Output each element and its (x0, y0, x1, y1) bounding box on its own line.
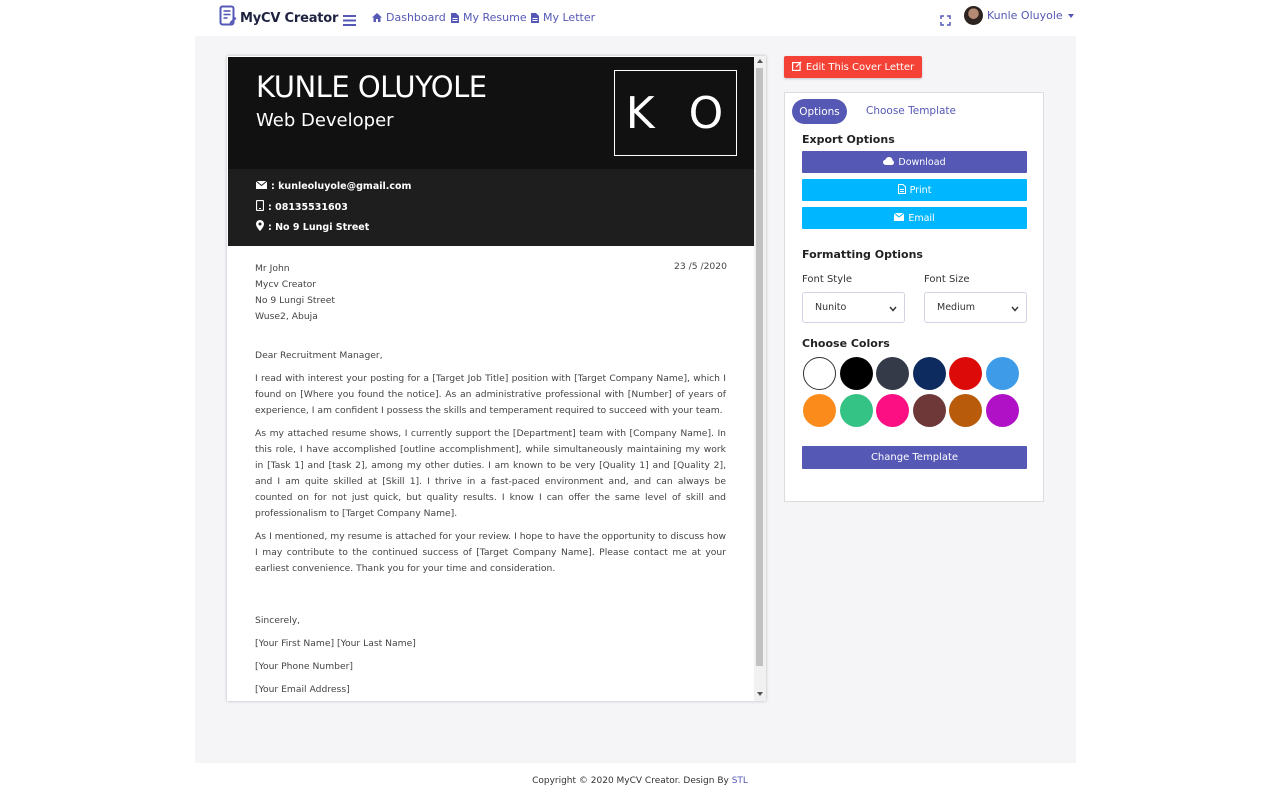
tab-options[interactable]: Options (792, 99, 847, 124)
color-swatch[interactable] (913, 357, 946, 390)
home-icon (372, 13, 382, 22)
brand[interactable] (219, 5, 338, 31)
envelope-icon (256, 181, 267, 192)
contact-address-text: : No 9 Lungi Street (268, 221, 370, 233)
recipient-line: Mr John (255, 263, 290, 274)
letter-contact (228, 169, 754, 246)
color-swatch[interactable] (986, 394, 1019, 427)
map-marker-icon (256, 220, 264, 234)
edit-cover-letter-button[interactable] (784, 56, 922, 78)
cover-letter-preview (227, 56, 766, 701)
initials: K O (625, 87, 734, 139)
closing: Sincerely, (255, 615, 301, 626)
nav-dashboard-label: Dashboard (386, 11, 446, 24)
color-swatch[interactable] (949, 394, 982, 427)
recipient-line: No 9 Lungi Street (255, 295, 336, 306)
print-button[interactable] (802, 179, 1027, 201)
nav-my-letter[interactable] (531, 11, 595, 24)
letter-paragraph: As my attached resume shows, I currently support the [Department] team with [Company Name]. In this role, I have accomplished [outline accomplishment], while simultaneously maintaining my work in [Task 1] and [task 2], among my other duties. I am known to be very [Quality 1] and [Quality 2], and I am quite skilled at [Skill 1]. I thrive in a fast-paced environment and, and can always be counted on for not just quick, but quality results. I know I can offer the same level of skill and professionalism to [Target Company Name]. (255, 428, 726, 519)
letter-date: 23 /5 /2020 (674, 261, 727, 272)
email-button[interactable] (802, 207, 1027, 229)
font-size-value: Medium (937, 302, 975, 313)
signature-line: [Your First Name] [Your Last Name] (255, 638, 416, 649)
letter-body (255, 261, 726, 698)
nav-my-resume-label: My Resume (463, 11, 527, 24)
color-swatch[interactable] (840, 394, 873, 427)
color-swatch[interactable] (876, 357, 909, 390)
footer-link[interactable]: STL (731, 776, 748, 786)
initials-box (614, 70, 737, 156)
color-swatch[interactable] (913, 394, 946, 427)
letter-header (228, 57, 754, 169)
choose-colors-title: Choose Colors (802, 337, 890, 350)
edit-cover-letter-label: Edit This Cover Letter (805, 61, 915, 73)
email-label: Email (908, 212, 935, 224)
file-icon (531, 13, 539, 23)
nav-my-letter-label: My Letter (543, 11, 596, 24)
download-label: Download (898, 156, 946, 168)
user-menu[interactable] (964, 6, 1074, 25)
contact-phone-text: : 08135531603 (268, 201, 348, 213)
letter-name: KUNLE OLUYOLE (256, 70, 487, 104)
color-swatch[interactable] (949, 357, 982, 390)
salutation: Dear Recruitment Manager, (255, 350, 383, 361)
file-icon (451, 13, 459, 23)
avatar (964, 6, 983, 25)
scroll-down-icon[interactable] (757, 692, 763, 696)
letter-paragraph: I read with interest your posting for a [Target Job Title] position with [Target Company Name], which I found on [Where you found the notice]. As an administrative professional with [Number] of years of experience, I am confident I possess the skills and temperament required to succeed with your team. (255, 373, 726, 416)
menu-icon[interactable] (343, 11, 356, 30)
font-style-label: Font Style (802, 274, 853, 285)
edit-icon (792, 61, 802, 74)
color-swatch[interactable] (840, 357, 873, 390)
signature-line: [Your Email Address] (255, 684, 350, 695)
mobile-icon (256, 200, 264, 214)
user-name: Kunle Oluyole (987, 9, 1063, 22)
chevron-down-icon (889, 304, 897, 315)
chevron-down-icon (1011, 304, 1019, 315)
contact-email (256, 181, 411, 192)
font-size-select[interactable] (924, 292, 1027, 323)
color-swatch[interactable] (803, 357, 836, 390)
font-size-label: Font Size (924, 274, 970, 285)
letter-role: Web Developer (256, 110, 394, 131)
change-template-button[interactable]: Change Template (802, 446, 1027, 469)
contact-address (256, 220, 369, 234)
recipient-line: Wuse2, Abuja (255, 311, 318, 322)
file-icon (898, 184, 906, 197)
letter-paragraph: As I mentioned, my resume is attached for your review. I hope to have the opportunity to discuss how I may contribute to the continued success of [Target Company Name]. Please contact me at your earliest convenience. Thank you for your time and consideration. (255, 531, 726, 574)
font-style-value: Nunito (815, 302, 847, 313)
scroll-thumb[interactable] (756, 68, 763, 666)
top-navbar (0, 0, 1280, 36)
nav-dashboard[interactable] (372, 11, 446, 24)
scroll-up-icon[interactable] (757, 59, 763, 63)
envelope-icon (894, 213, 904, 224)
preview-scrollbar[interactable] (754, 56, 766, 701)
formatting-options-title: Formatting Options (802, 248, 923, 261)
cloud-icon (883, 157, 894, 168)
nav-my-resume[interactable] (451, 11, 527, 24)
font-style-select[interactable] (802, 292, 905, 323)
brand-name: MyCV Creator (240, 10, 339, 26)
color-swatch[interactable] (803, 394, 836, 427)
footer-text: Copyright © 2020 MyCV Creator. Design By (532, 776, 732, 786)
print-label: Print (909, 184, 932, 196)
download-button[interactable] (802, 151, 1027, 173)
options-card (784, 92, 1044, 502)
contact-email-text: : kunleoluyole@gmail.com (271, 181, 412, 192)
cv-logo-icon (219, 5, 237, 31)
tab-choose-template[interactable]: Choose Template (866, 105, 957, 117)
contact-phone (256, 200, 348, 214)
color-swatch[interactable] (986, 357, 1019, 390)
color-swatch[interactable] (876, 394, 909, 427)
fullscreen-icon[interactable] (940, 11, 951, 30)
signature-line: [Your Phone Number] (255, 661, 353, 672)
recipient-line: Mycv Creator (255, 279, 317, 290)
export-options-title: Export Options (802, 133, 895, 146)
chevron-down-icon (1068, 14, 1074, 18)
footer (0, 776, 1280, 786)
